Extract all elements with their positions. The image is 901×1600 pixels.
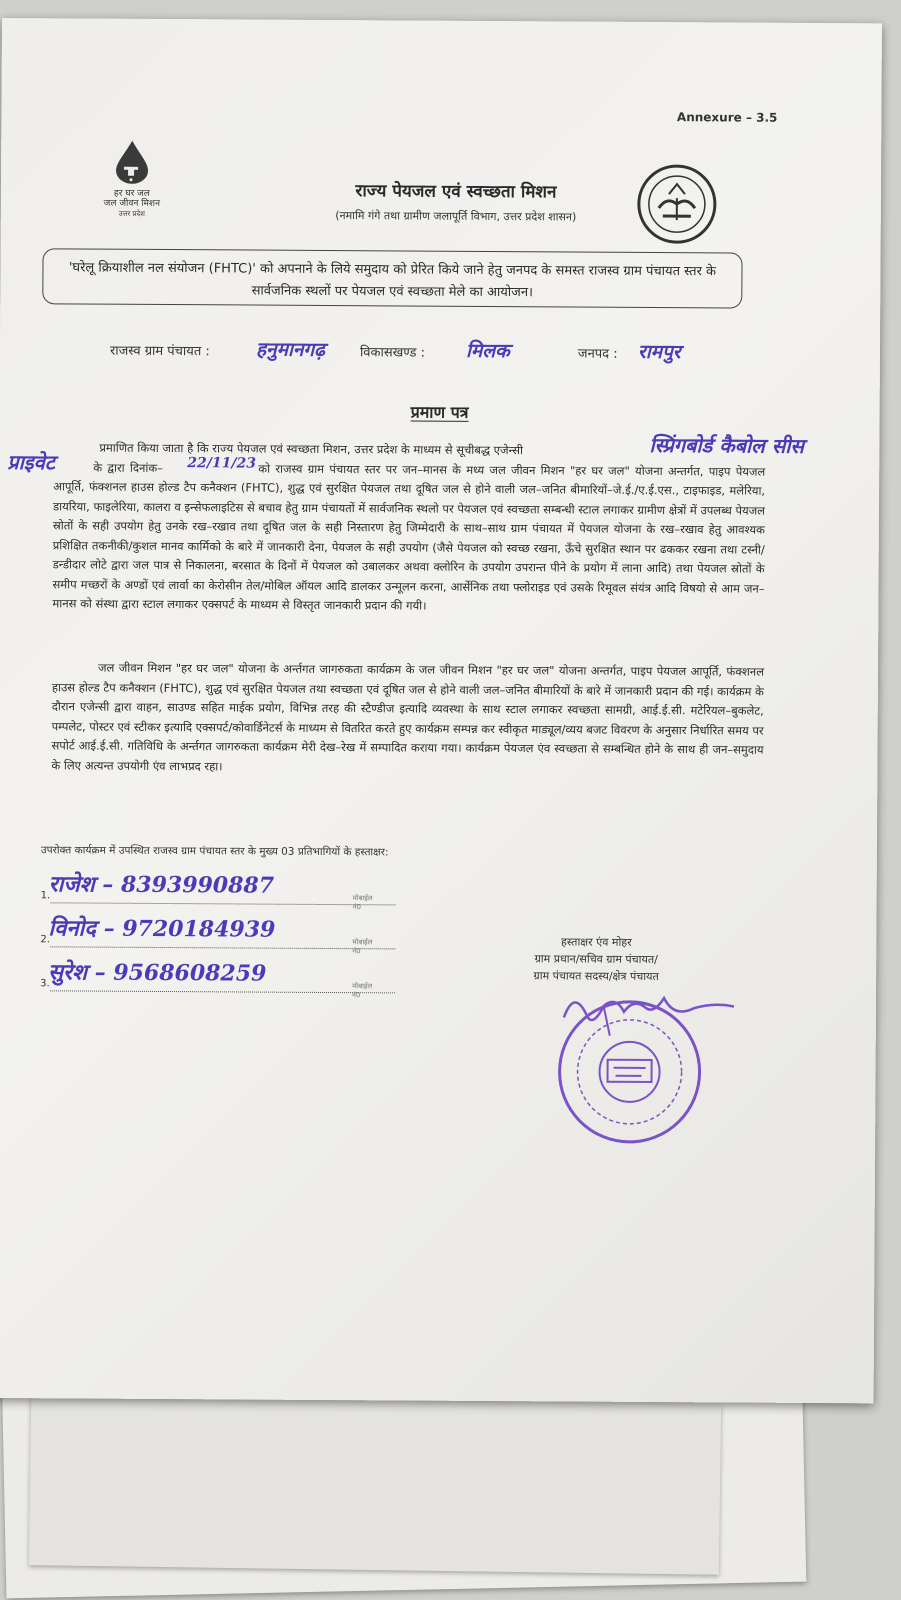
district-value: रामपुर	[637, 340, 681, 364]
logo-line-2: जल जीवन मिशन	[103, 198, 161, 209]
signature-line-1: हस्ताक्षर एंव मोहर	[561, 935, 632, 949]
participants-intro: उपरोक्त कार्यक्रम में उपस्थित राजस्व ग्राम पंचायत स्तर के मुख्य 03 प्रतिभागियों के हस्ताक्षर:	[40, 844, 389, 859]
participant-entry: सुरेश – 9568608259	[48, 959, 267, 987]
official-stamp-and-signature	[543, 987, 784, 1148]
document-page	[0, 18, 882, 1403]
para1-part1: प्रमाणित किया जाता है कि राज्य पेयजल एवं स्वच्छता मिशन, उत्तर प्रदेश के माध्यम से सूचीबद्ध एजेन्सी	[99, 440, 524, 458]
location-fields	[110, 335, 750, 367]
certificate-heading: प्रमाण पत्र	[410, 402, 469, 422]
block-value: मिलक	[465, 339, 510, 363]
district-label: जनपद :	[577, 346, 618, 362]
underlying-sheet-2	[29, 1395, 721, 1575]
mobile-label: मोबाईल नं0	[352, 894, 373, 912]
signature-line-3: ग्राम पंचायत सदस्य/क्षेत्र पंचायत	[533, 969, 659, 984]
participant-number: 1.	[40, 890, 51, 902]
event-description-box: 'घरेलू क्रियाशील नल संयोजन (FHTC)' को अपनाने के लिये समुदाय को प्रेरित किये जाने हेतु जनपद के समस्त राजस्व ग्राम पंचायत स्तर के सार्वजनिक स्थलों पर पेयजल एवं स्वच्छता मेले का आयोजन।	[42, 248, 742, 308]
handwritten-date: 22/11/23	[187, 455, 257, 472]
para1-part2: के द्वारा दिनांक–	[93, 460, 164, 475]
mission-title: राज्य पेयजल एवं स्वच्छता मिशन	[355, 181, 557, 203]
signature-authority-block	[476, 933, 716, 985]
block-label: विकासखण्ड :	[359, 345, 426, 361]
panchayat-value: हनुमानगढ़	[255, 338, 325, 361]
para2-text: जल जीवन मिशन "हर घर जल" योजना के अर्न्तगत जागरुकता कार्यक्रम के जल जीवन मिशन "हर घर जल" योजना अन्तर्गत, पाइप पेयजल आपूर्ति, फंक्शनल हाउस होल्ड टैप कनैक्शन (FHTC), शुद्ध एवं सुरक्षित पेयजल तथा स्वच्छता एवं दूषित जल से होने वाली जल–जनित बीमारियों के बारे में जानकारी प्रदान की गई। कार्यक्रम के दौरान एजेन्सी द्वारा वाहन, साउण्ड सहित माईक प्रयोग, विभिन्न तरह की स्टैण्डीज इत्यादि व्यवस्था के साथ स्टाल लगाकर स्वच्छता सामग्री, आई.ई.सी. मटेरियल–बुकलेट, पम्पलेट, पोस्टर एवं स्टीकर इत्यादि एक्सपर्ट/कोवार्डिनेटर्स के माध्यम से वितरित करते हुए कार्यक्रम सम्पन्न कर स्वीकृत माड्यूल/व्यय बजट विवरण के अनुसार निर्धारित समय पर सपोर्ट आई.ई.सी. गतिविधि के अर्न्तगत जागरुकता कार्यक्रम मेरी देख–रेख में सम्पादित कराया गया। कार्यक्रम पेयजल एंव स्वच्छता से सम्बन्धित होने के साथ ही जन–समुदाय के लिए अत्यन्त उपयोगी एंव लाभप्रद रहा।	[51, 660, 765, 773]
para1-part3: को राजस्व ग्राम पंचायत स्तर पर जन–मानस के मध्य जल जीवन मिशन "हर घर जल" योजना अन्तर्गत, पाइप पेयजल आपूर्ति, फंक्शनल हाउस होल्ड टैप कनैक्शन (FHTC), शुद्ध एवं सुरक्षित पेयजल तथा दूषित जल से होने वाली जल–जनित बीमारियों–जे.ई./ए.ई.एस., टाइफाइड, मलेरिया, डायरिया, फाइलेरिया, कालरा व इन्सेफलाइटिस से बचाव हेतु ग्राम पंचायतों में सार्वजनिक स्थलो पर पेयजल एवं स्वच्छता सम्बन्धी स्टाल लगाकर ग्रामीण क्षेत्रों में उपलब्ध पेयजल स्रोतों के सही उपयोग हेतु उनके रख–रखाव तथा दूषित जल के सही निस्तारण हेतु जिम्मेदारी के साथ–साथ ग्राम पंचायत में पेयजल योजना के रख–रखाव हेतु आवश्यक प्रशिक्षित तकनीकी/कुशल मानव कार्मिको के बारे में जानकारी देना, पेयजल के सही उपयोग (जैसे पेयजल को स्वच्छ रखना, ऊँचे सुरक्षित स्थान पर ढककर रखना तथा टस्नी/डन्डीदार लोटे द्वारा जल पात्र से निकालना, बरसात के दिनों में पेयजल को उबालकर अथवा क्लोरिन के उपयोग उपरान्त पीने के प्रयोग में लाना आदि) तथा पेयजल स्रोतों के समीप मच्छरों के अण्डों एवं लार्वा का केरोसीन तेल/मोबिल ऑयल आदि डालकर उन्मूलन करना, आर्सेनिक तथा फ्लोराइड एवं उसके रिमूवल संयंत्र आदि विषयो से आम जन–मानस को संस्था द्वारा स्टाल लगाकर एक्सपर्ट के माध्यम से विस्तृत जानकारी प्रदान की गयी।	[52, 461, 766, 613]
mobile-label: मोबाईल नं0	[352, 982, 373, 1000]
signature-line-2: ग्राम प्रधान/सचिव ग्राम पंचायत/	[534, 952, 658, 967]
handwritten-agency-name: स्प्रिंगबोर्ड कैबोल सीस	[649, 432, 805, 458]
certificate-paragraph-1	[52, 438, 765, 618]
participant-entry: राजेश – 8393990887	[48, 871, 275, 899]
panchayat-label: राजस्व ग्राम पंचायत :	[109, 343, 210, 360]
annexure-label: Annexure – 3.5	[676, 110, 778, 125]
participant-entry: विनोद – 9720184939	[48, 915, 276, 943]
participant-number: 3.	[40, 978, 50, 990]
logo-line-1: हर घर जल	[113, 188, 150, 199]
logo-line-3: उत्तर प्रदेश	[118, 209, 145, 218]
mobile-label: मोबाईल नं0	[352, 938, 373, 956]
mission-subtitle: (नमामि गंगे तथा ग्रामीण जलापूर्ति विभाग, उत्तर प्रदेश शासन)	[335, 209, 577, 224]
handwritten-prefix: प्राइवेट	[7, 450, 55, 475]
certificate-paragraph-2	[51, 658, 764, 779]
up-govt-emblem-icon	[637, 164, 717, 244]
participant-number: 2.	[40, 934, 50, 946]
